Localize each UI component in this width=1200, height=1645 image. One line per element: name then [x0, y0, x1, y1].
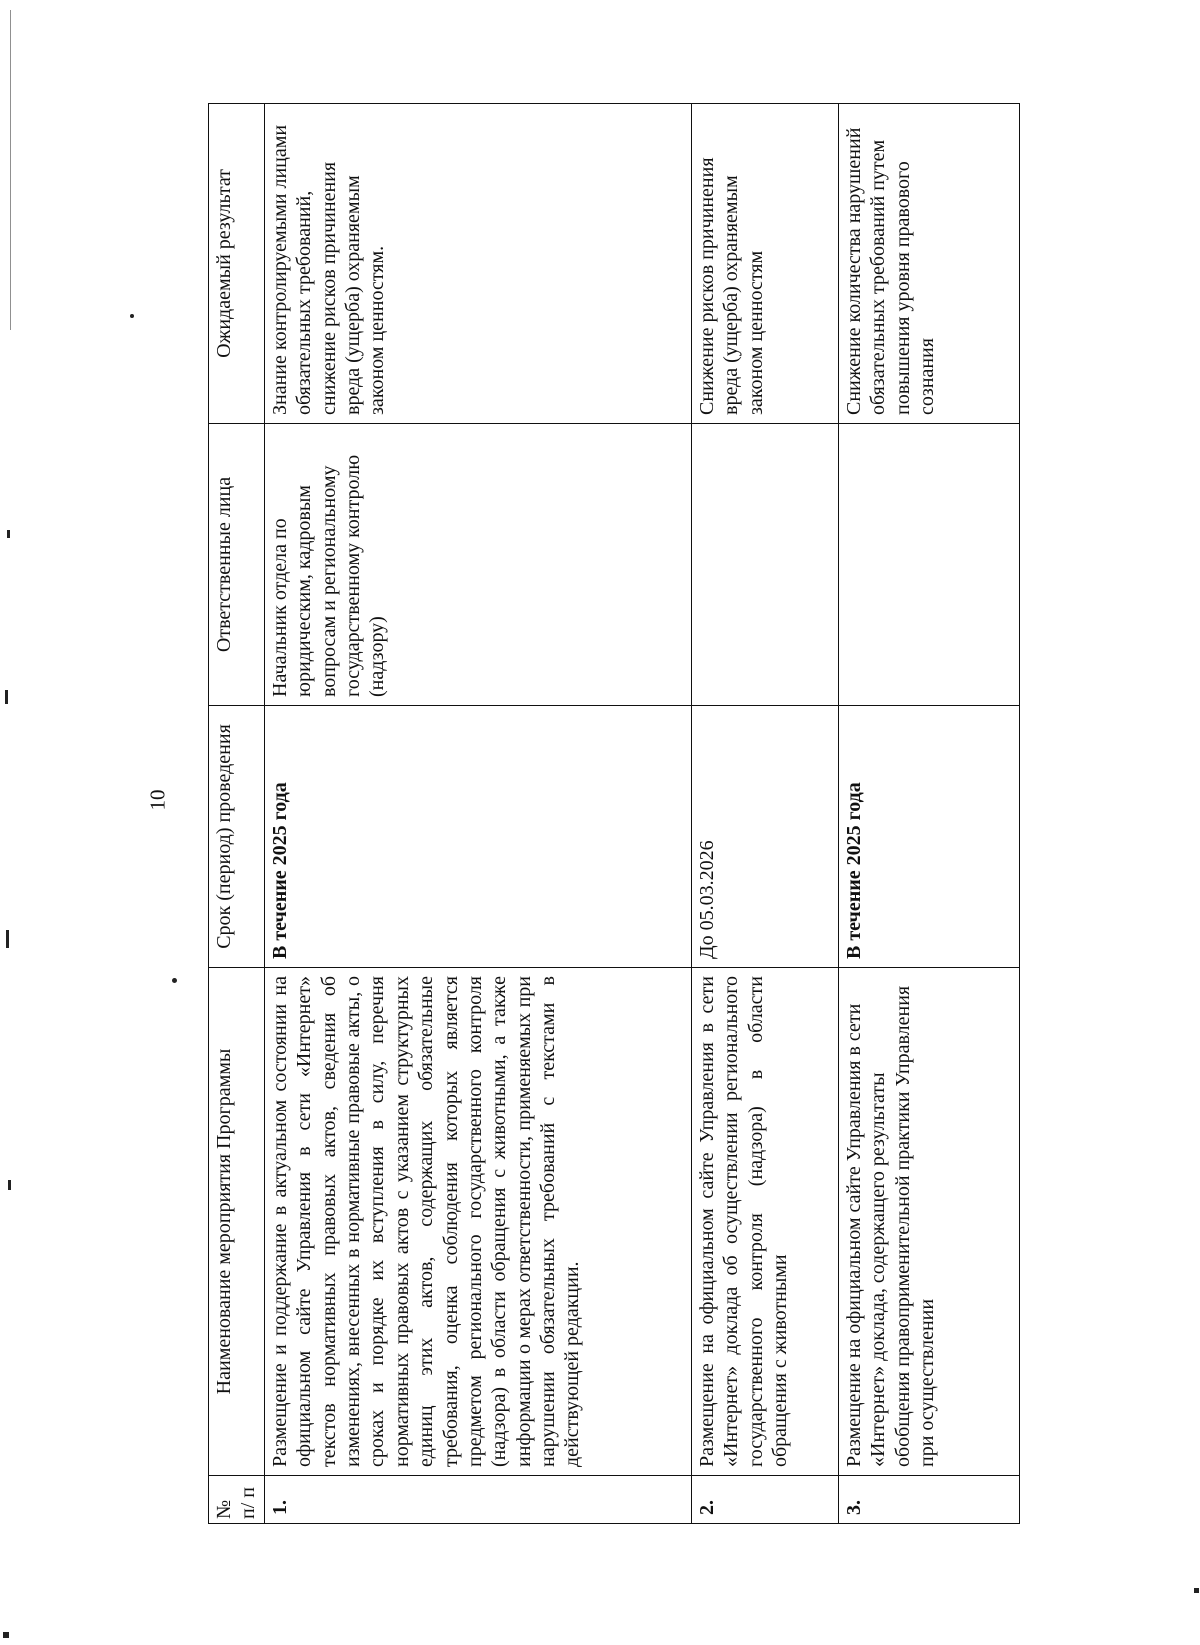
rotated-table-container [208, 104, 1020, 1524]
scan-speck [130, 314, 134, 318]
activity-period: В течение 2025 года [838, 706, 1019, 968]
activity-result: Снижение рисков причинения вреда (ущерба) охраняемым законом ценностям [691, 104, 838, 424]
activity-result: Знание контролируемыми лицами обязательных требований, снижение рисков причинения вреда (ущерба) охраняемым законом ценностям. [264, 104, 691, 424]
scan-speck [8, 1180, 11, 1190]
activity-responsible [691, 424, 838, 706]
activity-name: Размещение на официальном сайте Управления в сети «Интернет» доклада об осуществлении регионального государственного контроля (надзора) в области обращения с животными [691, 968, 838, 1476]
activity-result: Снижение количества нарушений обязательных требований путем повышения уровня правового сознания [838, 104, 1019, 424]
scan-speck [5, 690, 8, 704]
activity-name: Размещение на официальном сайте Управления в сети «Интернет» доклада, содержащего результаты обобщения правоприменительной практики Управления при осуществлении [838, 968, 1019, 1476]
table-row [264, 104, 691, 1524]
scan-speck [7, 530, 10, 538]
header-number: № п/ п [209, 1476, 265, 1524]
scan-edge-line [10, 10, 11, 330]
row-number: 2. [691, 1476, 838, 1524]
header-period: Срок (период) проведения [209, 706, 265, 968]
row-number: 1. [264, 1476, 691, 1524]
header-responsible: Ответственные лица [209, 424, 265, 706]
scan-speck [1194, 1588, 1199, 1593]
table-header-row [209, 104, 265, 1524]
activities-table [208, 103, 1020, 1524]
row-number: 3. [838, 1476, 1019, 1524]
header-activity-name: Наименование мероприятия Программы [209, 968, 265, 1476]
table-row [838, 104, 1019, 1524]
activity-name: Размещение и поддержание в актуальном состоянии на официальном сайте Управления в сети «Интернет» текстов нормативных правовых актов, сведения об изменениях, внесенных в нормативные правовые акты, о сроках и порядке их вступления в силу, перечня нормативных правовых актов с указанием структурных единиц этих актов, содержащих обязательные требования, оценка соблюдения которых является предметом регионального государственного контроля (надзора) в области обращения с животными, а также информации о мерах ответственности, применяемых при нарушении обязательных требований с текстами в действующей редакции. [264, 968, 691, 1476]
header-expected-result: Ожидаемый результат [209, 104, 265, 424]
table-row [691, 104, 838, 1524]
scan-speck [6, 930, 9, 948]
activity-period: До 05.03.2026 [691, 706, 838, 968]
scan-speck [3, 1632, 9, 1638]
activity-period: В течение 2025 года [264, 706, 691, 968]
activity-responsible: Начальник отдела по юридическим, кадровым вопросам и региональному государственному контролю (надзору) [264, 424, 691, 706]
scan-speck [172, 978, 177, 983]
page-number: 10 [145, 789, 170, 811]
activity-responsible [838, 424, 1019, 706]
